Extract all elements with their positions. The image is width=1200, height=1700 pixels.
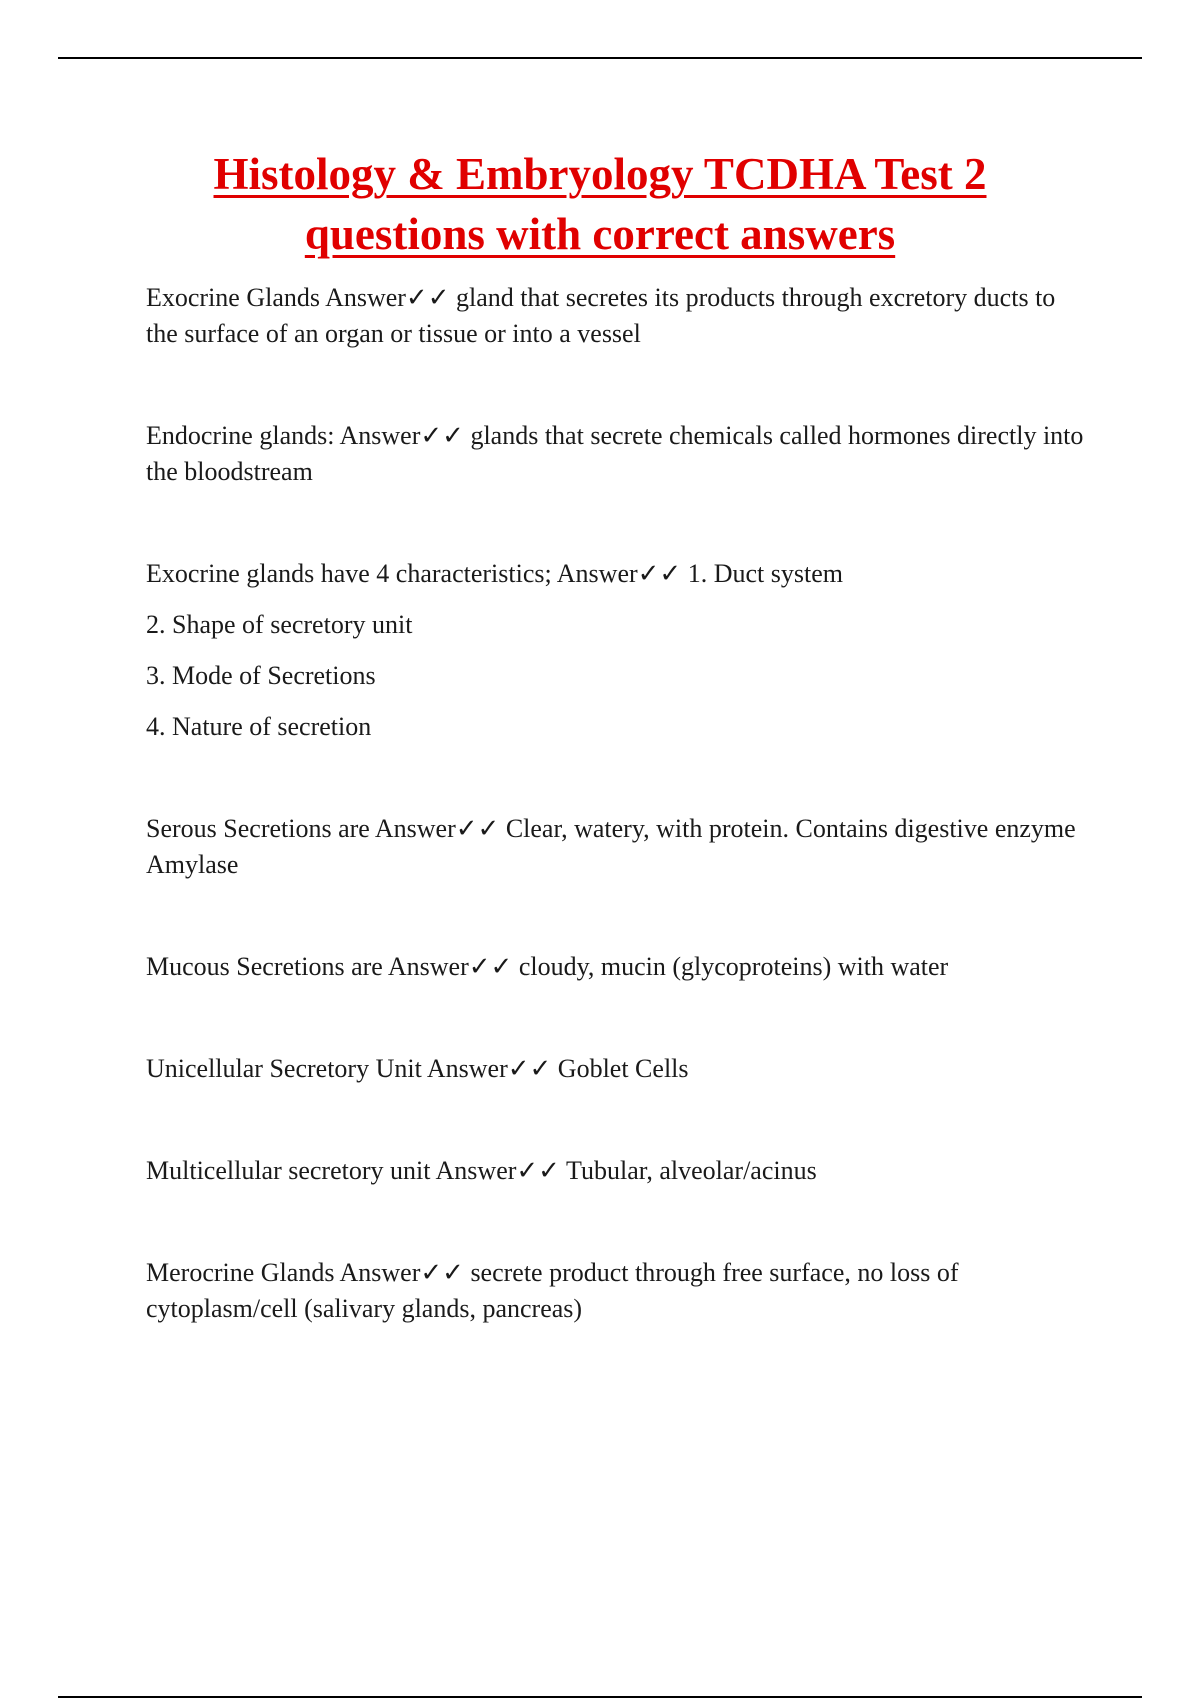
qa-item [146,1153,1086,1189]
qa-item [146,811,1086,883]
qa-text: Unicellular Secretory Unit Answer✓✓ Goblet Cells [146,1054,689,1083]
qa-text: Multicellular secretory unit Answer✓✓ Tubular, alveolar/acinus [146,1156,817,1185]
qa-text: Exocrine glands have 4 characteristics; Answer✓✓ 1. Duct system [146,559,843,588]
qa-item [146,556,1086,745]
qa-item [146,280,1086,352]
qa-list [146,280,1086,1327]
top-rule [58,57,1142,59]
page-title-line-1: Histology & Embryology TCDHA Test 2 [213,149,987,199]
qa-list-item: 3. Mode of Secretions [146,661,376,690]
qa-item [146,949,1086,985]
qa-list-item: 2. Shape of secretory unit [146,610,413,639]
qa-text: Mucous Secretions are Answer✓✓ cloudy, mucin (glycoproteins) with water [146,952,949,981]
page-title-line-2: questions with correct answers [304,209,896,259]
qa-item [146,1255,1086,1327]
qa-text: Merocrine Glands Answer✓✓ secrete product through free surface, no loss of cytoplasm/cell (salivary glands, pancreas) [146,1258,959,1323]
qa-text: Endocrine glands: Answer✓✓ glands that secrete chemicals called hormones directly into the bloodstream [146,421,1084,486]
bottom-rule [58,1696,1142,1698]
qa-item [146,1051,1086,1087]
qa-text: Serous Secretions are Answer✓✓ Clear, watery, with protein. Contains digestive enzyme Amylase [146,814,1076,879]
qa-item [146,418,1086,490]
page-title [100,144,1100,264]
qa-list-item: 4. Nature of secretion [146,712,372,741]
qa-text: Exocrine Glands Answer✓✓ gland that secretes its products through excretory ducts to the surface of an organ or tissue or into a vessel [146,283,1056,348]
